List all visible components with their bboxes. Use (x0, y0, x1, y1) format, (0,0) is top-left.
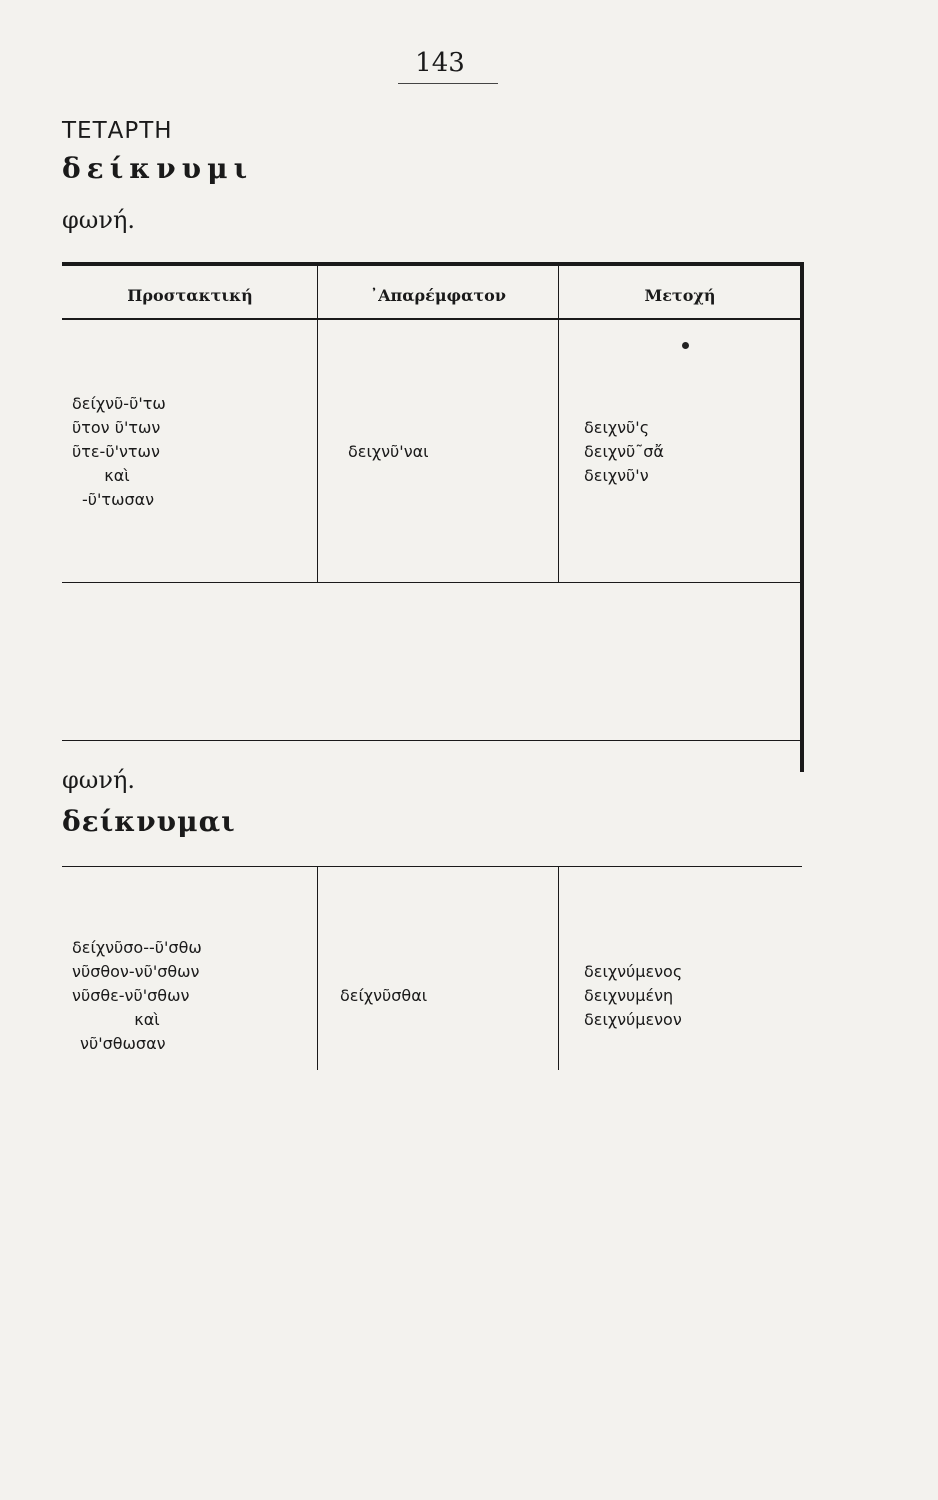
table-right-rule (800, 262, 804, 772)
imperative-form: νῦσθε-νῦ'σθων (72, 986, 190, 1005)
table-mid-rule (62, 582, 802, 583)
infinitive-form: δείχνῦσθαι (340, 986, 428, 1005)
column-divider (317, 867, 318, 1070)
voice-label-active: φωνή. (62, 206, 135, 234)
participle-form: δειχνῦ'ς (584, 418, 650, 437)
voice-label-middle: φωνή. (62, 766, 135, 794)
page-number: 143 (415, 48, 465, 78)
imperative-form: νῦ'σθωσαν (80, 1034, 166, 1053)
column-divider (558, 266, 559, 582)
participle-form: δειχνῦ˜σἄ (584, 442, 664, 461)
table-header-rule (62, 318, 804, 320)
imperative-form: -ῦ'τωσαν (82, 490, 155, 509)
participle-form: δειχνῦ'ν (584, 466, 649, 485)
middle-table-top-rule (62, 866, 802, 867)
imperative-conjunction: καὶ (134, 1010, 160, 1029)
imperative-form: δείχνῦ-ῦ'τω (72, 394, 166, 413)
column-divider (558, 867, 559, 1070)
header-infinitive: ᾿Απαρέμφατον (370, 286, 506, 305)
verb-heading-active: δείκνυμι (62, 152, 254, 185)
page-number-rule (398, 83, 498, 84)
imperative-form: ῦτε-ῦ'ντων (72, 442, 160, 461)
printer-mark (682, 342, 689, 349)
infinitive-form: δειχνῦ'ναι (348, 442, 429, 461)
verb-heading-middle: δείκνυμαι (62, 805, 236, 838)
header-imperative: Προστακτική (127, 286, 253, 305)
section-title: ΤΕΤΑΡΤΗ (62, 118, 173, 144)
imperative-form: ῦτον ῦ'των (72, 418, 161, 437)
table-bottom-rule (62, 740, 802, 741)
column-divider (317, 266, 318, 582)
imperative-conjunction: καὶ (104, 466, 130, 485)
header-participle: Μετοχή (644, 286, 716, 305)
imperative-form: νῦσθον-νῦ'σθων (72, 962, 200, 981)
imperative-form: δείχνῦσο--ῦ'σθω (72, 938, 202, 957)
participle-form: δειχνύμενος (584, 962, 683, 981)
participle-form: δειχνυμένη (584, 986, 674, 1005)
table-top-rule (62, 262, 804, 266)
participle-form: δειχνύμενον (584, 1010, 682, 1029)
